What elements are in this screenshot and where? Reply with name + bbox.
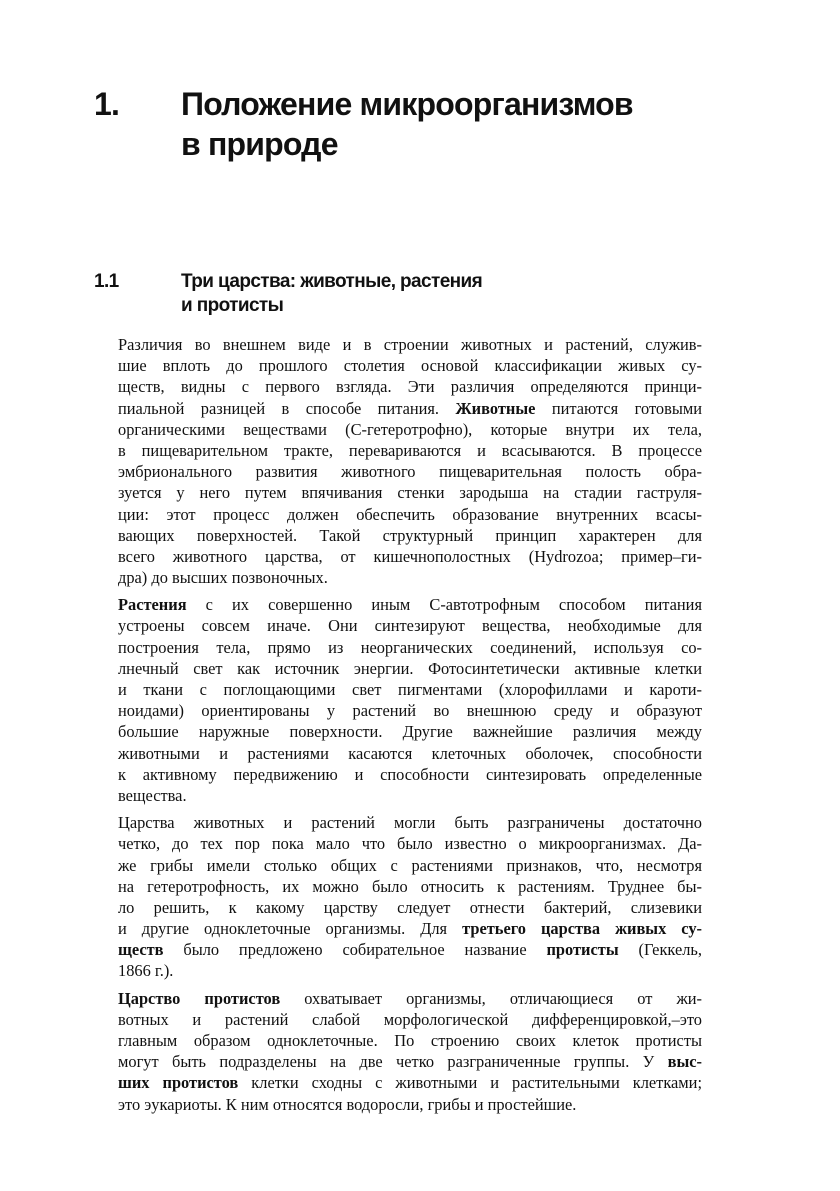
paragraph — [118, 594, 702, 806]
text-run: с их совершенно иным С-автотрофным способом питания — [186, 595, 702, 615]
section-title-line: Три царства: животные, растения — [181, 271, 483, 292]
chapter-title-line: в природе — [181, 126, 338, 162]
text-line — [118, 700, 702, 721]
text-line — [118, 482, 702, 503]
text-line — [118, 637, 702, 658]
text-line — [118, 461, 702, 482]
text-line — [118, 1072, 702, 1093]
text-run: построения тела, прямо из неорганических соединений, используя со- — [118, 637, 702, 657]
text-line — [118, 960, 702, 981]
text-line — [118, 764, 702, 785]
text-run: всего животного царства, от кишечнополостных (Hydrozoa; пример–ги- — [118, 546, 702, 566]
text-run: к активному передвижению и способности синтезировать определенные — [118, 764, 702, 784]
text-run: вающих поверхностей. Такой структурный принцип характерен для — [118, 525, 702, 545]
text-line — [118, 615, 702, 636]
text-line — [118, 419, 702, 440]
text-run: на гетеротрофность, их можно было относить к растениям. Труднее бы- — [118, 876, 702, 896]
paragraph — [118, 334, 702, 588]
text-line — [118, 658, 702, 679]
text-run: ло решить, к какому царству следует отнести бактерий, слизевики — [118, 897, 702, 917]
text-line — [118, 679, 702, 700]
text-run: питаются готовыми — [535, 398, 702, 418]
bold-term: Животные — [455, 398, 536, 418]
text-run: в пищеварительном тракте, перевариваются и всасываются. В процессе — [118, 440, 702, 460]
text-run: животными и растениями касаются клеточных оболочек, способности — [118, 743, 702, 763]
text-run: ноидами) ориентированы у растений во внешнюю среду и образуют — [118, 701, 702, 721]
text-run: Различия во внешнем виде и в строении животных и растений, служив- — [118, 335, 702, 354]
text-line — [118, 355, 702, 376]
text-line — [118, 918, 702, 939]
text-line — [118, 334, 702, 355]
text-run: шие вплоть до прошлого столетия основой классификации живых су- — [118, 356, 702, 376]
body-text — [118, 334, 702, 1121]
chapter-title — [181, 84, 741, 164]
text-run: 1866 г.). — [118, 961, 174, 981]
text-run: охватывает организмы, отличающиеся от жи- — [280, 988, 703, 1008]
text-line — [118, 525, 702, 546]
text-line — [118, 939, 702, 960]
text-line — [118, 398, 702, 419]
text-run: большие наружные поверхности. Другие важнейшие различия между — [118, 722, 702, 742]
text-line — [118, 855, 702, 876]
text-line — [118, 833, 702, 854]
text-line — [118, 1051, 702, 1072]
text-line — [118, 376, 702, 397]
text-run: Царства животных и растений могли быть разграничены достаточно — [118, 813, 702, 833]
paragraph — [118, 812, 702, 982]
section-title — [181, 270, 741, 318]
text-run: ции: этот процесс должен обеспечить образование внутренних всасы- — [118, 504, 702, 524]
text-run: и другие одноклеточные организмы. Для — [118, 919, 463, 939]
bold-term: протисты — [546, 940, 619, 960]
text-line — [118, 988, 702, 1009]
text-line — [118, 897, 702, 918]
bold-term: Царство протистов — [118, 988, 281, 1008]
text-line — [118, 1030, 702, 1051]
chapter-title-line: Положение микроорганизмов — [181, 86, 633, 122]
text-run: вещества. — [118, 785, 187, 805]
text-line — [118, 504, 702, 525]
bold-term: ших протистов — [118, 1073, 239, 1093]
bold-term: третьего царства живых су- — [462, 919, 702, 939]
text-line — [118, 785, 702, 806]
text-run: эмбрионального развития животного пищеварительная полость обра- — [118, 462, 702, 482]
text-run: четко, до тех пор пока мало что было известно о микроорганизмах. Да- — [118, 834, 702, 854]
text-line — [118, 440, 702, 461]
text-run: лнечный свет как источник энергии. Фотосинтетически активные клетки — [118, 658, 702, 678]
text-run: же грибы имели столько общих с растениями признаков, что, несмотря — [118, 855, 702, 875]
text-run: зуется у него путем впячивания стенки зародыша на стадии гаструля- — [118, 483, 702, 503]
text-run: ществ, видны с первого взгляда. Эти различия определяются принци- — [118, 377, 702, 397]
text-run: (Геккель, — [618, 940, 702, 960]
bold-term: выс- — [667, 1052, 702, 1072]
text-run: дра) до высших позвоночных. — [118, 568, 328, 588]
text-line — [118, 876, 702, 897]
text-line — [118, 721, 702, 742]
text-run: было предложено собирательное название — [163, 940, 547, 960]
text-run: и ткани с поглощающими свет пигментами (хлорофиллами и кароти- — [118, 680, 702, 699]
text-line — [118, 594, 702, 615]
text-line — [118, 546, 702, 567]
text-line — [118, 567, 702, 588]
text-run: могут быть подразделены на две четко разграниченные группы. У — [118, 1052, 668, 1072]
text-run: главным образом одноклеточные. По строению своих клеток протисты — [118, 1031, 702, 1050]
text-run: это эукариоты. К ним относятся водоросли, грибы и простейшие. — [118, 1094, 577, 1114]
paragraph — [118, 988, 702, 1115]
bold-term: ществ — [118, 940, 164, 960]
text-run: устроены совсем иначе. Они синтезируют вещества, необходимые для — [118, 616, 702, 636]
section-number: 1.1 — [94, 271, 119, 292]
text-run: пиальной разницей в способе питания. — [118, 398, 456, 418]
chapter-number: 1. — [94, 86, 120, 122]
text-line — [118, 743, 702, 764]
text-line — [118, 812, 702, 833]
text-line — [118, 1009, 702, 1030]
text-run: вотных и растений слабой морфологической дифференцировкой,–это — [118, 1009, 702, 1029]
text-line — [118, 1094, 702, 1115]
bold-term: Растения — [118, 595, 187, 615]
text-run: клетки сходны с животными и растительными клетками; — [238, 1073, 703, 1093]
text-run: органическими веществами (С-гетеротрофно), которые внутри их тела, — [118, 419, 702, 439]
section-title-line: и протисты — [181, 295, 284, 316]
